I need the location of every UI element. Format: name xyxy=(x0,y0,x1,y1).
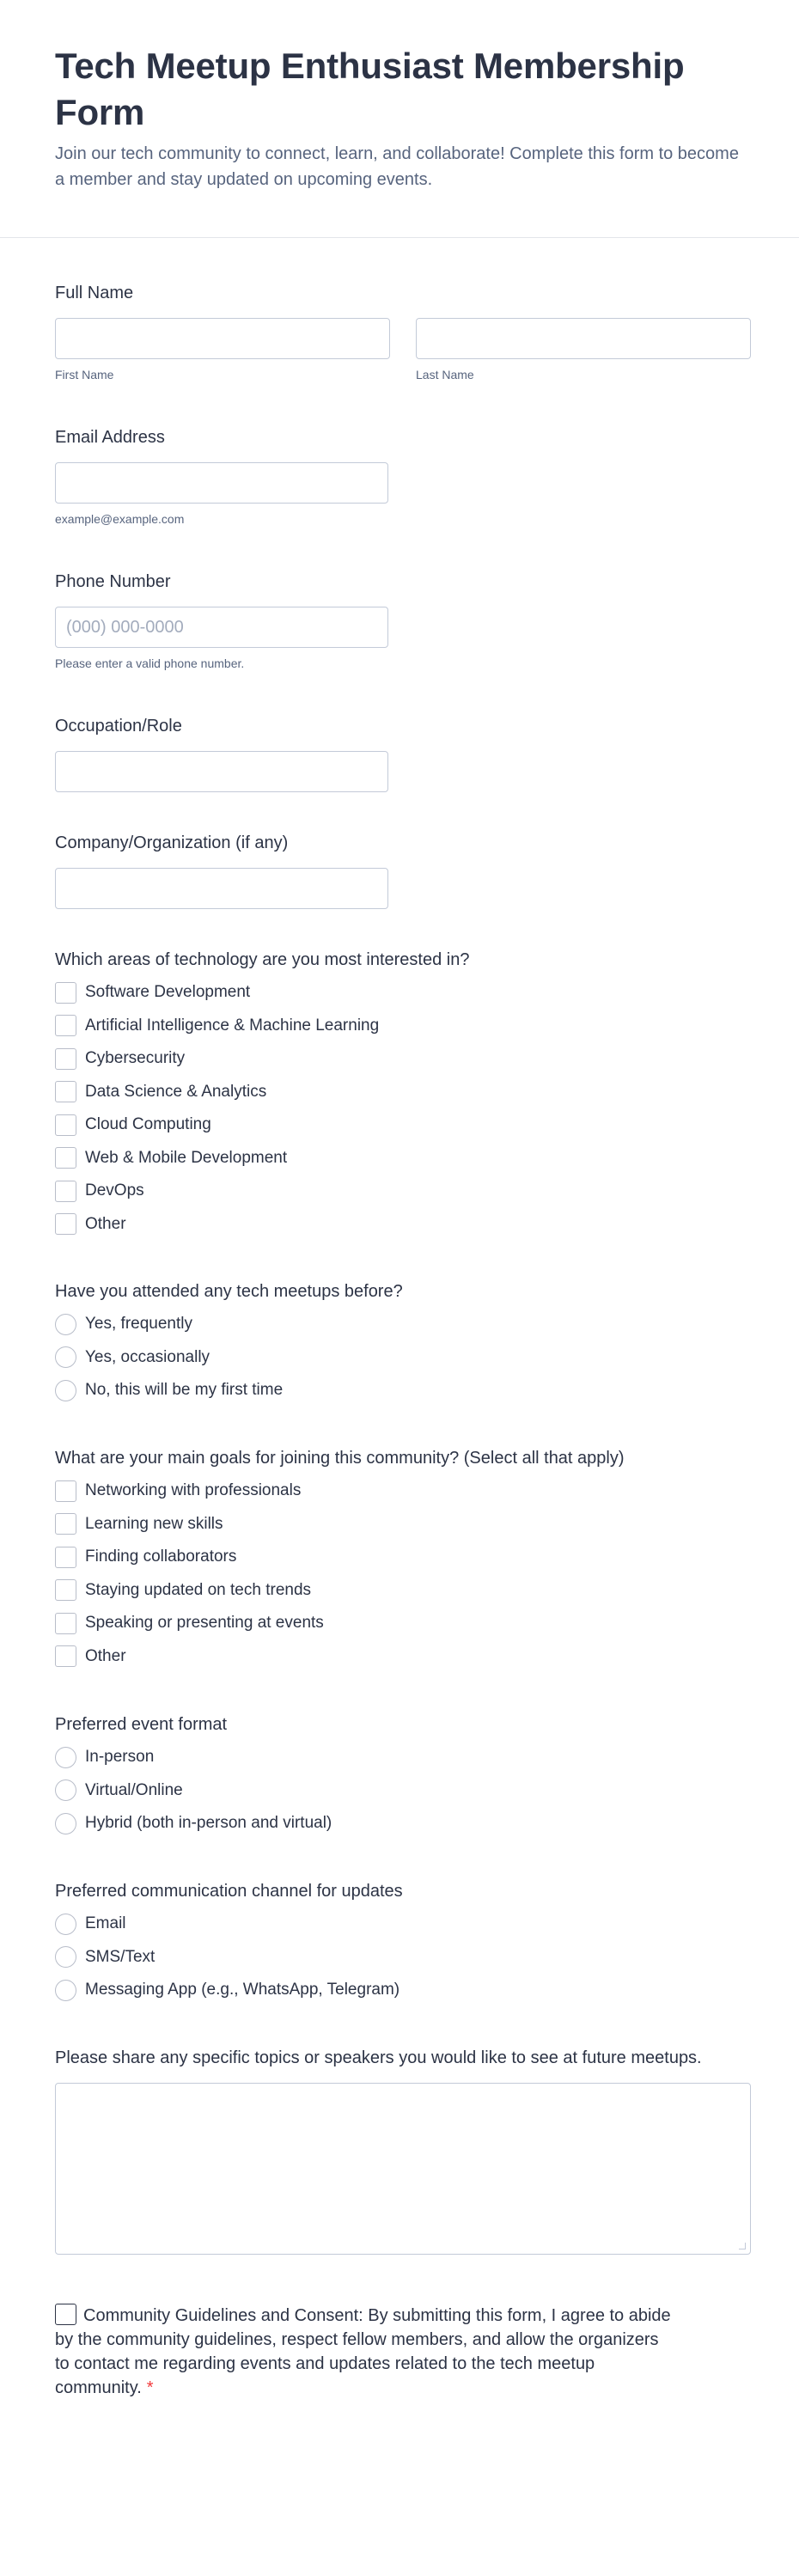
form-title: Tech Meetup Enthusiast Membership Form xyxy=(55,46,685,132)
occupation-field xyxy=(55,715,388,792)
interest-option-other[interactable] xyxy=(55,1213,469,1236)
option-label: In-person xyxy=(85,1748,155,1766)
company-input[interactable] xyxy=(55,868,388,909)
phone-input[interactable] xyxy=(55,607,388,648)
topics-label: Please share any specific topics or speakers you would like to see at future meetups. xyxy=(55,2048,702,2067)
checkbox[interactable] xyxy=(55,1547,76,1568)
checkbox[interactable] xyxy=(55,1480,76,1502)
goal-option-other[interactable] xyxy=(55,1645,625,1668)
last-name-input[interactable] xyxy=(416,318,751,359)
format-option-in-person[interactable] xyxy=(55,1746,332,1768)
consent-block xyxy=(55,2304,674,2400)
phone-field xyxy=(55,571,388,670)
option-label: Other xyxy=(85,1646,126,1665)
format-option-virtual[interactable] xyxy=(55,1779,332,1802)
option-label: Other xyxy=(85,1214,126,1233)
option-label: Learning new skills xyxy=(85,1514,223,1533)
option-label: No, this will be my first time xyxy=(85,1381,284,1399)
goal-option-learning[interactable] xyxy=(55,1513,625,1535)
checkbox[interactable] xyxy=(55,1081,76,1102)
option-label: Email xyxy=(85,1914,126,1932)
interest-option-devops[interactable] xyxy=(55,1180,469,1202)
interest-option-web-mobile[interactable] xyxy=(55,1147,469,1169)
radio[interactable] xyxy=(55,1914,76,1935)
goal-option-speaking[interactable] xyxy=(55,1612,625,1634)
email-sublabel: example@example.com xyxy=(55,512,185,526)
company-label: Company/Organization (if any) xyxy=(55,833,289,852)
email-label: Email Address xyxy=(55,428,165,447)
radio[interactable] xyxy=(55,1813,76,1834)
format-option-hybrid[interactable] xyxy=(55,1812,332,1834)
interest-option-cloud[interactable] xyxy=(55,1114,469,1136)
option-label: Staying updated on tech trends xyxy=(85,1580,312,1599)
last-name-sublabel: Last Name xyxy=(416,368,474,382)
option-label: Speaking or presenting at events xyxy=(85,1614,324,1632)
channel-option-sms[interactable] xyxy=(55,1946,403,1969)
checkbox[interactable] xyxy=(55,1613,76,1634)
option-label: Networking with professionals xyxy=(85,1481,302,1499)
option-label: Data Science & Analytics xyxy=(85,1082,267,1101)
full-name-label: Full Name xyxy=(55,284,134,302)
attended-option-occasionally[interactable] xyxy=(55,1346,403,1369)
occupation-input[interactable] xyxy=(55,751,388,792)
option-label: Yes, frequently xyxy=(85,1315,192,1333)
option-label: Hybrid (both in-person and virtual) xyxy=(85,1814,332,1832)
option-label: Finding collaborators xyxy=(85,1547,237,1566)
goal-option-trends[interactable] xyxy=(55,1579,625,1602)
checkbox[interactable] xyxy=(55,1048,76,1070)
full-name-field xyxy=(55,282,751,382)
checkbox[interactable] xyxy=(55,1114,76,1136)
option-label: Cloud Computing xyxy=(85,1115,211,1133)
interest-option-software[interactable] xyxy=(55,981,469,1004)
email-field xyxy=(55,426,388,526)
consent-field xyxy=(55,2304,674,2400)
option-label: Software Development xyxy=(85,983,251,1001)
goals-label: What are your main goals for joining this community? (Select all that apply) xyxy=(55,1449,625,1468)
radio[interactable] xyxy=(55,1346,76,1368)
checkbox[interactable] xyxy=(55,1213,76,1235)
resize-handle-icon[interactable] xyxy=(739,2243,746,2249)
checkbox[interactable] xyxy=(55,982,76,1004)
topics-textarea[interactable] xyxy=(55,2083,751,2255)
interest-option-ai-ml[interactable] xyxy=(55,1015,469,1037)
attended-field xyxy=(55,1280,403,1413)
radio[interactable] xyxy=(55,1380,76,1401)
option-label: Cybersecurity xyxy=(85,1049,186,1067)
goal-option-collaborators[interactable] xyxy=(55,1546,625,1568)
format-field xyxy=(55,1713,332,1846)
consent-checkbox[interactable] xyxy=(55,2304,76,2325)
radio[interactable] xyxy=(55,1980,76,2001)
radio[interactable] xyxy=(55,1946,76,1968)
radio[interactable] xyxy=(55,1779,76,1801)
email-input[interactable] xyxy=(55,462,388,504)
interest-option-cybersecurity[interactable] xyxy=(55,1047,469,1070)
checkbox[interactable] xyxy=(55,1181,76,1202)
first-name-sublabel: First Name xyxy=(55,368,114,382)
attended-label: Have you attended any tech meetups before? xyxy=(55,1282,403,1301)
goals-field xyxy=(55,1447,625,1678)
phone-sublabel: Please enter a valid phone number. xyxy=(55,656,245,670)
form-header xyxy=(0,0,799,238)
option-label: Artificial Intelligence & Machine Learning xyxy=(85,1016,380,1035)
option-label: DevOps xyxy=(85,1181,144,1199)
checkbox[interactable] xyxy=(55,1015,76,1036)
form-description: Join our tech community to connect, learn, and collaborate! Complete this form to become a member and stay updated on upcoming events. xyxy=(55,144,739,189)
occupation-label: Occupation/Role xyxy=(55,717,182,736)
option-label: SMS/Text xyxy=(85,1947,156,1966)
option-label: Web & Mobile Development xyxy=(85,1148,288,1167)
checkbox[interactable] xyxy=(55,1513,76,1535)
topics-textarea-wrapper xyxy=(55,2083,751,2255)
checkbox[interactable] xyxy=(55,1147,76,1169)
goal-option-networking[interactable] xyxy=(55,1480,625,1502)
channel-option-messaging-app[interactable] xyxy=(55,1979,403,2001)
checkbox[interactable] xyxy=(55,1645,76,1667)
option-label: Yes, occasionally xyxy=(85,1347,210,1366)
channel-field xyxy=(55,1880,403,2012)
attended-option-first-time[interactable] xyxy=(55,1379,403,1401)
first-name-input[interactable] xyxy=(55,318,390,359)
consent-text: Community Guidelines and Consent: By submitting this form, I agree to abide by the community guidelines, respect fellow members, and allow the organizers to contact me regarding events and updates related to the tech meetup community. xyxy=(55,2306,671,2397)
format-label: Preferred event format xyxy=(55,1715,228,1734)
channel-option-email[interactable] xyxy=(55,1913,403,1935)
company-field xyxy=(55,832,388,909)
channel-label: Preferred communication channel for updates xyxy=(55,1882,403,1901)
required-asterisk: * xyxy=(146,2378,154,2397)
phone-label: Phone Number xyxy=(55,572,171,591)
interest-option-data-science[interactable] xyxy=(55,1081,469,1103)
attended-option-frequently[interactable] xyxy=(55,1313,403,1335)
radio[interactable] xyxy=(55,1747,76,1768)
interests-field xyxy=(55,949,469,1246)
radio[interactable] xyxy=(55,1314,76,1335)
checkbox[interactable] xyxy=(55,1579,76,1601)
topics-field xyxy=(55,2047,751,2255)
option-label: Messaging App (e.g., WhatsApp, Telegram) xyxy=(85,1981,400,1999)
interests-label: Which areas of technology are you most interested in? xyxy=(55,950,470,969)
option-label: Virtual/Online xyxy=(85,1780,183,1799)
